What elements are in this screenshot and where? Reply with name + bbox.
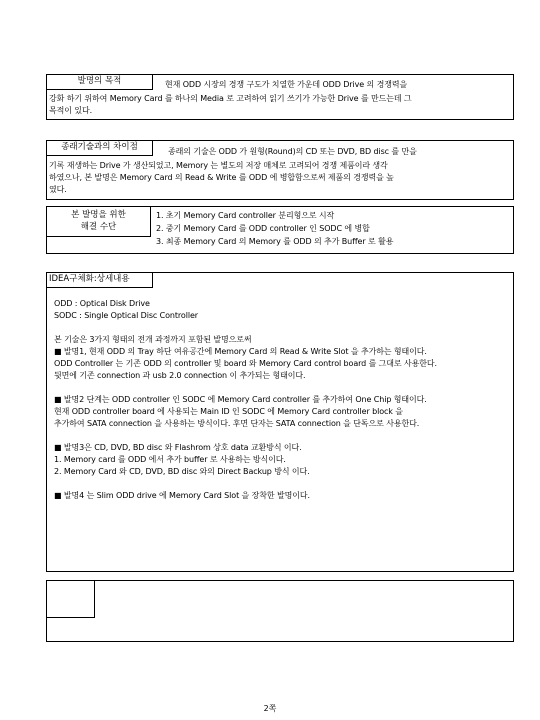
idea-line-17: ■ 발명4 는 Slim ODD drive 에 Memory Card Slot 을 장착한 발명이다. <box>54 491 310 500</box>
solution-label-line-2: 해결 수단 <box>80 222 117 232</box>
difference-line-1: 종래의 기술은 ODD 가 원형(Round)의 CD 또는 DVD, BD disc 를 만을 <box>168 147 417 156</box>
purpose-line-1: 현재 ODD 시장의 경쟁 구도가 치열한 가운데 ODD Drive 의 경쟁력을 <box>165 80 408 89</box>
page-number: 2쪽 <box>263 704 277 713</box>
bottom-box <box>46 580 514 642</box>
idea-line-2: SODC : Single Optical Disc Controller <box>54 311 198 320</box>
purpose-label: 발명의 목적 <box>47 75 153 90</box>
solution-line-2: 2. 중기 Memory Card 를 ODD controller 인 SODC 에 병합 <box>156 224 370 233</box>
purpose-line-2: 강화 하기 위하여 Memory Card 를 하나의 Media 로 고려하여 읽기 쓰기가 가능한 Drive 를 만드는데 그 <box>49 94 412 103</box>
idea-line-1: ODD : Optical Disk Drive <box>54 299 150 308</box>
difference-label: 종래기술과의 차이점 <box>47 141 153 156</box>
bottom-box-left-cell <box>47 581 95 618</box>
solution-line-3: 3. 최종 Memory Card 의 Memory 를 ODD 의 추가 Buffer 로 활용 <box>156 237 394 246</box>
idea-line-5: ■ 발명1, 현재 ODD 의 Tray 하단 여유공간에 Memory Card 의 Read & Write Slot 을 추가하는 형태이다. <box>54 347 427 356</box>
solution-label-line-1: 본 발명을 위한 <box>71 210 126 220</box>
idea-line-4: 본 기술은 3가지 형태의 전개 과정까지 포함된 발명으로써 <box>54 335 252 344</box>
difference-line-2: 기록 재생하는 Drive 가 생산되었고, Memory 는 별도의 저장 매체로 고려되어 경쟁 제품이라 생각 <box>49 161 388 170</box>
solution-line-1: 1. 초기 Memory Card controller 분리형으로 시작 <box>156 211 335 220</box>
difference-line-4: 였다. <box>49 185 67 194</box>
purpose-line-3: 목적이 있다. <box>49 106 93 115</box>
idea-line-11: 추가하여 SATA connection 을 사용하는 방식이다. 후면 단자는 SATA connection 을 단독으로 사용한다. <box>54 419 420 428</box>
idea-line-14: 1. Memory card 를 ODD 에서 추가 buffer 로 사용하는 방식이다. <box>54 455 286 464</box>
idea-line-6: ODD Controller 는 기존 ODD 의 controller 및 board 와 Memory Card control board 를 그대로 사용한다. <box>54 359 437 368</box>
difference-line-3: 하였으나, 본 발명은 Memory Card 의 Read & Write 를 ODD 에 병합함으로써 제품의 경쟁력을 높 <box>49 173 394 182</box>
idea-line-9: ■ 발명2 단계는 ODD controller 인 SODC 에 Memory Card controller 를 추가하여 One Chip 형태이다. <box>54 395 427 404</box>
idea-label: IDEA구체화:상세내용 <box>47 273 153 288</box>
idea-line-15: 2. Memory Card 와 CD, DVD, BD disc 와의 Direct Backup 방식 이다. <box>54 467 310 476</box>
idea-line-7: 뒷면에 기존 connection 과 usb 2.0 connection 이 추가되는 형태이다. <box>54 371 306 380</box>
idea-line-10: 현재 ODD controller board 에 사용되는 Main ID 인 SODC 에 Memory Card controller block 을 <box>54 407 403 416</box>
solution-label <box>47 207 151 237</box>
idea-line-13: ■ 발명3은 CD, DVD, BD disc 와 Flashrom 상호 data 교환방식 이다. <box>54 443 302 452</box>
